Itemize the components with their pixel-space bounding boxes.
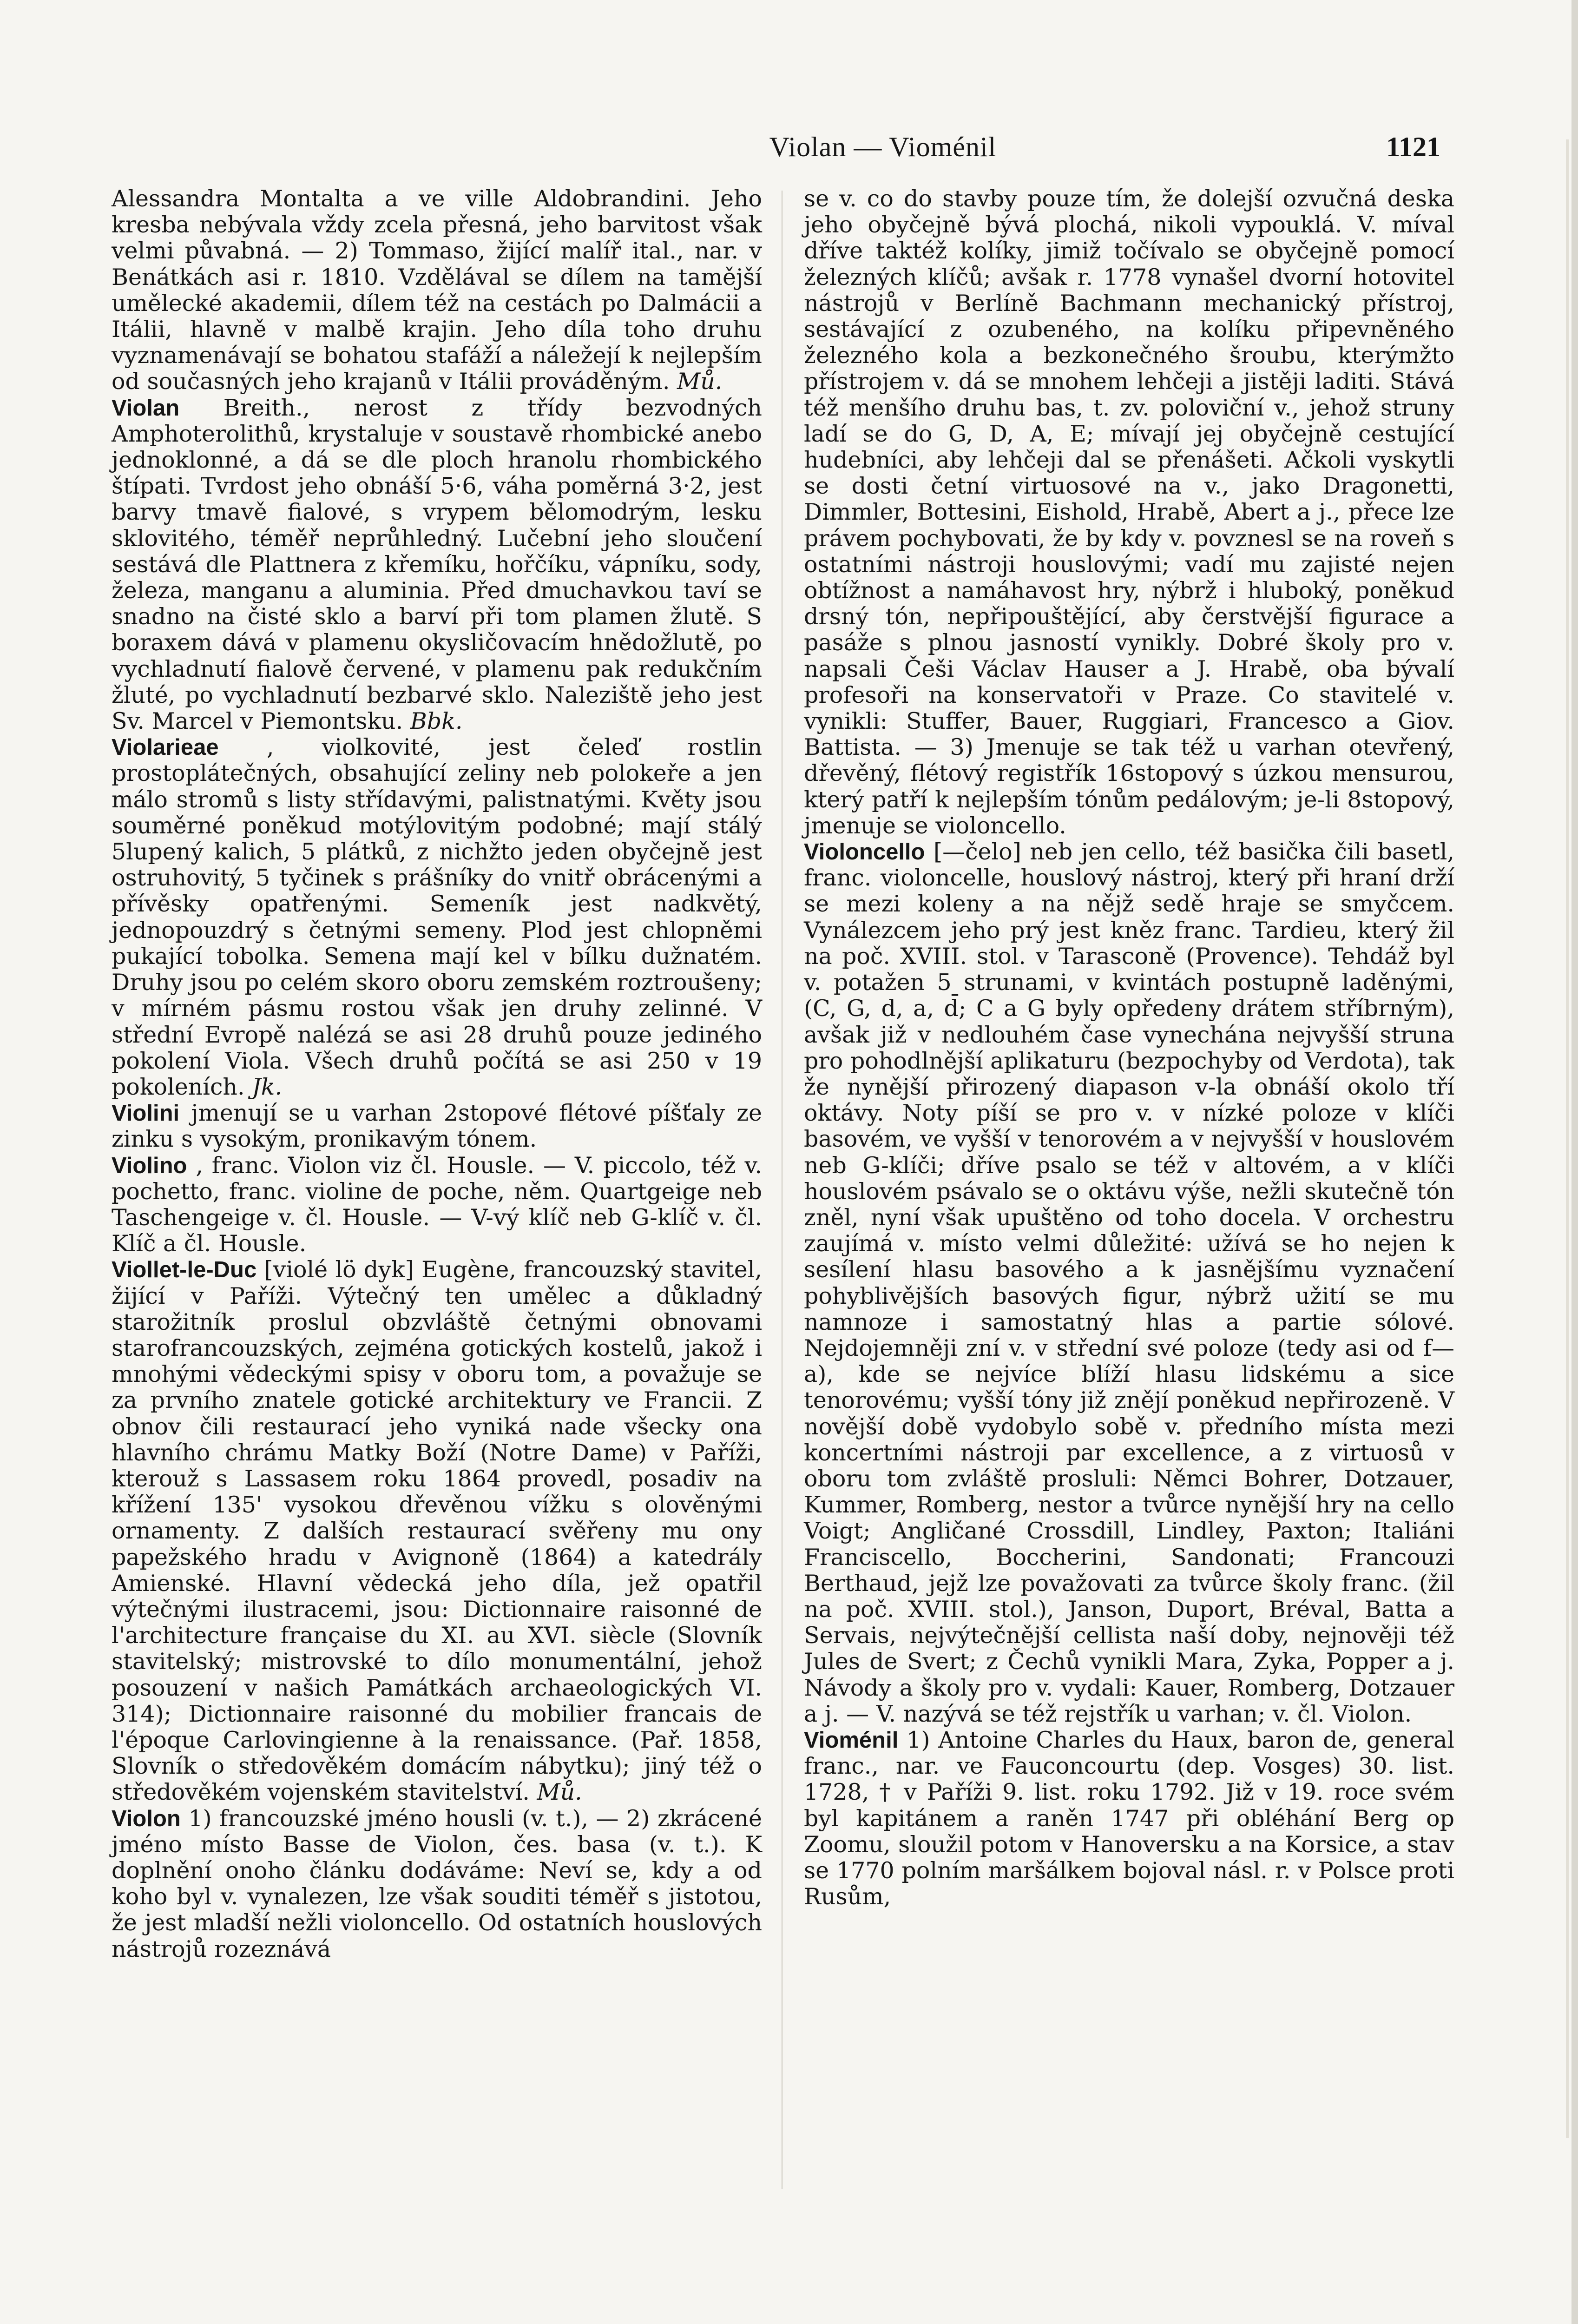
left-column [112, 186, 762, 1962]
entry-text: , franc. Violon viz čl. Housle. — V. piccolo, též v. pochetto, franc. violine de poche, něm. Quartgeige neb Taschengeige v. čl. Housle. — V-vý klíč neb G-klíč v. čl. Klíč a čl. Housle. [112, 1152, 763, 1257]
author-signature: Bbk. [410, 708, 463, 735]
entry-headword: Vioménil [804, 1727, 899, 1753]
binding-shadow [1566, 139, 1569, 2138]
entry-headword: Viollet-le-Duc [112, 1257, 257, 1283]
dictionary-entry [112, 1153, 762, 1257]
dictionary-entry [112, 395, 762, 735]
dictionary-entry [804, 186, 1454, 839]
author-signature: Jk. [252, 1073, 283, 1100]
entry-text: , violkovité, jest čeleď rostlin prostoplátečných, obsahující zeliny neb polokeře a jen málo stromů s listy střídavými, palistnatými. Květy jsou souměrné poněkud motýlovitým podobné; mají stálý 5lupený kalich, 5 plátků, z nichžto jeden obyčejně jest ostruhovitý, 5 tyčinek s prášníky do vnitř obrácenými a přívěsky opatřenými. Semeník jest nadkvětý, jednopouzdrý s četnými semeny. Plod jest chlopněmi pukající tobolka. Semena mají kel v bílku dužnatém. Druhy jsou po celém skoro oboru zemském roztroušeny; v mírném pásmu rostou však jen druhy zelinné. V střední Evropě nalézá se asi 28 druhů pouze jediného pokolení Viola. Všech druhů počítá se asi 250 v 19 pokoleních. [112, 734, 763, 1100]
entry-headword: Violino [112, 1153, 187, 1178]
author-signature: Mů. [677, 368, 723, 395]
page-edge [1571, 0, 1578, 2324]
entry-text: [violé lö dyk] Eugène, francouzský stavitel, žijící v Paříži. Výtečný ten umělec a důkladný starožitník proslul obzvláště četnými obnovami starofrancouzských, zejména gotických kostelů, jakož i mnohými vědeckými spisy v oboru tom, a považuje se za prvního znatele gotické architektury ve Francii. Z obnov čili restaurací jeho vyniká nade všecky ona hlavního chrámu Matky Boží (Notre Dame) v Paříži, kterouž s Lassasem roku 1864 provedl, posadiv na křížení 135' vysokou dřevěnou vížku s olověnými ornamenty. Z dalších restaurací svěřeny mu ony papežského hradu v Avignoně (1864) a katedrály Amienské. Hlavní vědecká jeho díla, jež opatřil výtečnými ilustracemi, jsou: Dictionnaire raisonné de l'architecture française du XI. au XVI. siècle (Slovník stavitelský; mistrovské to dílo monumentální, jehož posouzení v našich Památkách archaeologických VI. 314); Dictionnaire raisonné du mobilier francais de l'époque Carlovingienne à la renaissance. (Pař. 1858, Slovník o středověkém domácím nábytku); jiný též o středověkém vojenském stavitelství. [112, 1256, 762, 1806]
entry-text: [—čelo] neb jen cello, též basička čili basetl, franc. violoncelle, houslový nástroj, který při hraní drží se mezi koleny a na nějž sedě hraje se smyčcem. Vynálezcem jeho prý jest kněz franc. Tardieu, který žil na poč. XVIII. stol. v Tarasconě (Provence). Tehdáž byl v. potažen 5 strunami, v kvintách postupně laděnými, (C, G, d, a, d̄; C a G byly opředeny drátem stříbrným), avšak již v nedlouhém čase vynechána nejvyšší struna pro pohodlnější aplikaturu (bezpochyby od Verdota), tak že nynější přirozený diapason v-la obnáší okolo tří oktávy. Noty píší se pro v. v nízké poloze v klíči basovém, ve vyšší v tenorovém a v nejvyšší v houslovém neb G-klíči; dříve psalo se též v altovém, a v klíči houslovém psávalo se o oktávu výše, nežli skutečně tón zněl, nyní však upuštěno od toho docela. V orchestru zaujímá v. místo velmi důležité: užívá se ho nejen k sesílení hlasu basového a k jasnějšímu vyznačení pohyblivějších basových figur, nýbrž užití se mu namnoze i samostatný hlas a partie sólové. Nejdojemněji zní v. v střední své poloze (tedy asi od f—a), kde se nejvíce blíží hlasu lidskému a sice tenorovému; vyšší tóny již znějí poněkud nepřirozeně. V novější době vydobylo sobě v. předního místa mezi koncertními nástroji par excellence, a z virtuosů v oboru tom zvláště prosluli: Němci Bohrer, Dotzauer, Kummer, Romberg, nestor a tvůrce nynější hry na cello Voigt; Angličané Crossdill, Lindley, Paxton; Italiáni Franciscello, Boccherini, Sandonati; Francouzi Berthaud, jejž lze považovati za tvůrce školy franc. (žil na poč. XVIII. stol.), Janson, Duport, Bréval, Batta a Servais, nejvýtečnější cellista naší doby, nejnověji též Jules de Svert; z Čechů vynikli Mara, Zyka, Popper a j. Návody a školy pro v. vydali: Kauer, Romberg, Dotzauer a j. — V. nazývá se též rejstřík u varhan; v. čl. Violon. [804, 838, 1455, 1727]
entry-headword: Violoncello [804, 839, 925, 865]
dictionary-entry [112, 1100, 762, 1152]
entry-text: se v. co do stavby pouze tím, že dolejší ozvučná deska jeho obyčejně bývá plochá, nikoli vypouklá. V. míval dříve taktéž kolíky, jimiž točívalo se obyčejně pomocí železných klíčů; avšak r. 1778 vynašel dvorní hotovitel nástrojů v Berlíně Bachmann mechanický přístroj, sestávající z ozubeného, na kolíku připevněného železného kola a bezkonečného šroubu, kterýmžto přístrojem v. dá se mnohem lehčeji a jistěji laditi. Stává též menšího druhu bas, t. zv. poloviční v., jehož struny ladí se do G, D, A, E; mívají jej obyčejně cestující hudebníci, aby lehčeji dal se přenášeti. Ačkoli vyskytli se dosti četní virtuosové na v., jako Dragonetti, Dimmler, Bottesini, Eishold, Hrabě, Abert a j., přece lze právem pochybovati, že by kdy v. povznesl se na roveň s ostatními nástroji houslovými; vadí mu zajisté nejen obtížnost a namáhavost hry, nýbrž i hluboký, poněkud drsný tón, nepřipouštějící, aby čerstvější figurace a pasáže s plnou jasností vynikly. Dobré školy pro v. napsali Češi Václav Hauser a J. Hrabě, oba bývalí profesoři na konservatoři v Praze. Co stavitelé v. vynikli: Stuffer, Bauer, Ruggiari, Francesco a Giov. Battista. — 3) Jmenuje se tak též u varhan otevřený, dřevěný, flétový registřík 16stopový s úzkou mensurou, který patří k nejlepším tónům pedálovým; je-li 8stopový, jmenuje se violoncello. [804, 185, 1454, 839]
right-column [804, 186, 1454, 1910]
entry-text: Alessandra Montalta a ve ville Aldobrandini. Jeho kresba nebývala vždy zcela přesná, jeho barvitost však velmi půvabná. — 2) Tommaso, žijící malíř ital., nar. v Benátkách asi r. 1810. Vzdělával se dílem na tamější umělecké akademii, dílem též na cestách po Dalmácii a Itálii, hlavně v malbě krajin. Jeho díla toho druhu vyznamenávají se bohatou stafáží a náležejí k nejlepším od současných jeho krajanů v Itálii prováděným. [112, 185, 762, 395]
entry-headword: Violan [112, 395, 180, 421]
page-number: 1121 [1386, 132, 1440, 162]
author-signature: Mů. [537, 1779, 582, 1806]
page-header [125, 131, 1440, 178]
entry-headword: Violon [112, 1806, 181, 1831]
dictionary-entry [112, 186, 762, 395]
dictionary-entry [804, 839, 1454, 1727]
dictionary-entry [112, 1257, 762, 1805]
entry-text: 1) francouzské jméno housli (v. t.), — 2) zkrácené jméno místo Basse de Violon, čes. basa (v. t.). K doplnění onoho článku dodáváme: Neví se, kdy a od koho byl v. vynalezen, lze však souditi téměř s jistotou, že jest mladší nežli violoncello. Od ostatních houslových nástrojů rozeznává [112, 1805, 762, 1962]
entry-text: Breith., nerost z třídy bezvodných Amphoterolithů, krystaluje v soustavě rhombické anebo jednoklonné, a dá se dle ploch hranolu rhombického štípati. Tvrdost jeho obnáší 5·6, váha poměrná 3·2, jest barvy tmavě fialové, s vrypem bělomodrým, lesku sklovitého, téměř neprůhledný. Lučební jeho sloučení sestává dle Plattnera z křemíku, hořčíku, vápníku, sody, železa, manganu a aluminia. Před dmuchavkou taví se snadno na čisté sklo a barví při tom plamen žlutě. S boraxem dává v plamenu okysličovacím hnědožlutě, po vychladnutí fialově červené, v plamenu pak redukčním žluté, po vychladnutí bezbarvé sklo. Naleziště jeho jest Sv. Marcel v Piemontsku. [112, 394, 762, 735]
dictionary-entry [804, 1727, 1454, 1910]
dictionary-entry [112, 1806, 762, 1962]
entry-headword: Violarieae [112, 735, 219, 760]
entry-text: jmenují se u varhan 2stopové flétové píšťaly ze zinku s vysokým, pronikavým tónem. [112, 1100, 763, 1153]
entry-text: 1) Antoine Charles du Haux, baron de, general franc., nar. ve Fauconcourtu (dep. Vosges) 30. list. 1728, † v Paříži 9. list. roku 1792. Již v 19. roce svém byl kapitánem a raněn 1747 při obléhání Berg op Zoomu, sloužil potom v Hanoversku a na Korsice, a stav se 1770 polním maršálkem bojoval násl. r. v Polsce proti Rusům, [804, 1726, 1455, 1910]
dictionary-entry [112, 734, 762, 1100]
running-head: Violan — Vioménil [769, 132, 997, 162]
entry-headword: Violini [112, 1101, 180, 1126]
